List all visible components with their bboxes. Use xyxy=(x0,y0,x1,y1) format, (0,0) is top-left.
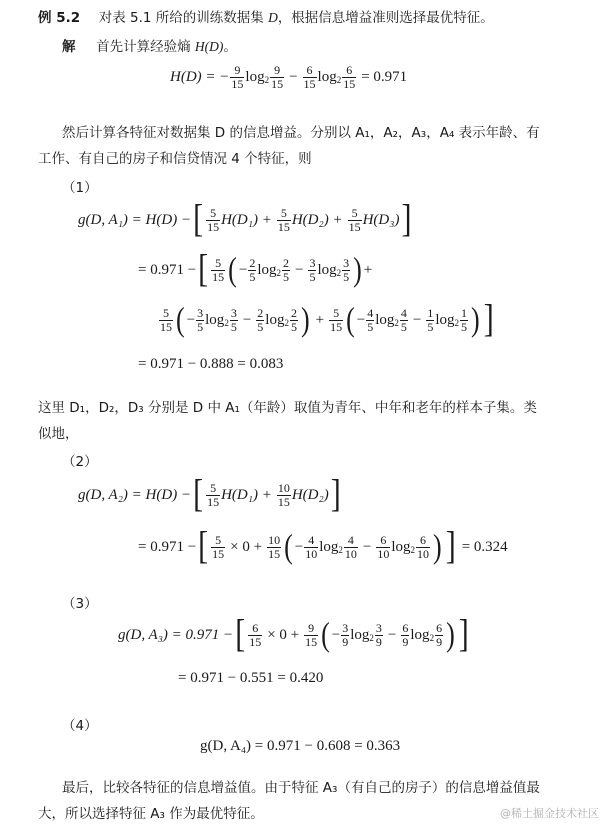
bracket-open-3: [ xyxy=(193,472,204,516)
frac-10-15-b: $\frac{10}{15}$ xyxy=(268,532,281,561)
solution-label: 解 xyxy=(62,39,76,55)
bracket-open-5: [ xyxy=(235,612,246,656)
frac-1-5: $\frac{1}{5}$ xyxy=(427,305,434,334)
frac-4-10-b: $\frac{4}{10}$ xyxy=(344,532,357,561)
eq1-line3: $\frac{5}{15}$ ( − $\frac{3}{5}$ $\log_2$ $\frac{3}{5}$ − $\frac{2}{5}$ $\log_2$ $\frac{2}{5}$ ) + $\frac{5}{15}$ ( − $\frac{4}{5}$ $\log_2$ $\frac{4}{5}$ − $\frac{1}{5}$ $\log_2$ $\frac{1}{5}$ ) ] xyxy=(160,297,494,341)
log-2: log xyxy=(317,69,337,85)
section-3-label: （3） xyxy=(62,596,98,612)
paren-close-3: ) xyxy=(471,300,480,339)
paren-open-5: ( xyxy=(321,615,330,654)
example-text-a: 对表 5.1 所给的训练数据集 xyxy=(98,10,269,26)
frac-2-5-d: $\frac{2}{5}$ xyxy=(290,305,297,334)
solution-line xyxy=(62,35,237,55)
eq1-lhs: g(D, A₁) = H(D) − xyxy=(78,211,192,228)
frac-5-15-b: $\frac{5}{15}$ xyxy=(277,205,290,234)
eq3-line1: g(D, A₃) = 0.971 − [ $\frac{6}{15}$ × 0 + $\frac{9}{15}$ ( − $\frac{3}{9}$ $\log_2$ $\frac{3}{9}$ − $\frac{6}{9}$ $\log_2$ $\frac{6}{9}$ ) ] xyxy=(118,612,469,656)
example-header xyxy=(38,6,494,26)
solution-HD: H(D) xyxy=(194,39,224,54)
bracket-close-2: ] xyxy=(483,297,494,341)
para2-line2: 似地， xyxy=(38,426,79,442)
frac-9-15: $\frac{9}{15}$ xyxy=(231,63,244,91)
paren-open-4: ( xyxy=(284,527,293,566)
paren-open: ( xyxy=(228,250,237,289)
entropy-equation: H(D) = − $\frac{9}{15}$ $\log_2$ $\frac{9}{15}$ − $\frac{6}{15}$ $\log_2$ $\frac{6}{15}$ = 0.971 xyxy=(170,63,408,91)
frac-4-5-b: $\frac{4}{5}$ xyxy=(400,305,407,334)
frac-5-15-e: $\frac{5}{15}$ xyxy=(160,305,172,334)
eq1-line2-lhs: = 0.971 − xyxy=(138,261,197,278)
bracket-open-4: [ xyxy=(198,524,209,568)
example-label: 例 5.2 xyxy=(38,10,81,26)
example-D: D xyxy=(268,10,278,25)
conclusion-line2: 大，所以选择特征 A₃ 作为最优特征。 xyxy=(38,806,264,822)
section-2-label: （2） xyxy=(62,454,98,470)
solution-text: 首先计算经验熵 xyxy=(96,39,195,55)
frac-6-10: $\frac{6}{10}$ xyxy=(377,532,390,561)
bracket-open: [ xyxy=(193,197,204,241)
frac-6-15: $\frac{6}{15}$ xyxy=(303,63,316,91)
frac-3-5-d: $\frac{3}{5}$ xyxy=(230,305,237,334)
entropy-lhs: H(D) = − xyxy=(170,69,230,85)
frac-5-15-d: $\frac{5}{15}$ xyxy=(212,255,225,284)
frac-3-5: $\frac{3}{5}$ xyxy=(309,255,316,284)
conclusion-line1: 最后，比较各特征的信息增益值。由于特征 A₃（有自己的房子）的信息增益值最 xyxy=(62,780,540,796)
watermark: @稀土掘金技术社区 xyxy=(500,807,599,820)
paren-close-2: ) xyxy=(300,300,310,339)
para1-line2: 工作、有自己的房子和信贷情况 4 个特征，则 xyxy=(38,151,312,167)
eq1-hd2: H(D₂) + xyxy=(291,211,343,228)
section-4-label: （4） xyxy=(62,718,98,734)
log-1: log xyxy=(245,69,265,85)
frac-6-9-b: $\frac{6}{9}$ xyxy=(436,620,443,649)
frac-6-15-c: $\frac{6}{15}$ xyxy=(249,620,262,649)
eq2-result: = 0.324 xyxy=(461,538,508,555)
frac-10-15: $\frac{10}{15}$ xyxy=(277,480,290,509)
bracket-close-5: ] xyxy=(458,612,469,656)
frac-4-5: $\frac{4}{5}$ xyxy=(367,305,374,334)
paren-open-2: ( xyxy=(176,300,185,339)
paren-close-5: ) xyxy=(446,615,455,654)
entropy-result: = 0.971 xyxy=(361,69,408,85)
eq2-lhs: g(D, A₂) = H(D) − xyxy=(78,486,192,503)
frac-5-15-c: $\frac{5}{15}$ xyxy=(348,205,361,234)
frac-6-15-b: $\frac{6}{15}$ xyxy=(343,63,356,91)
frac-6-9: $\frac{6}{9}$ xyxy=(402,620,409,649)
eq1-line2: = 0.971 − [ $\frac{5}{15}$ ( − $\frac{2}{5}$ $\log_2$ $\frac{2}{5}$ − $\frac{3}{5}$ $\log_2$ $\frac{3}{5}$ ) + xyxy=(138,247,373,291)
frac-3-5-c: $\frac{3}{5}$ xyxy=(197,305,204,334)
eq1-hd3: H(D₃) xyxy=(362,211,400,228)
frac-3-5-b: $\frac{3}{5}$ xyxy=(343,255,350,284)
bracket-open-2: [ xyxy=(198,247,209,291)
bracket-close-4: ] xyxy=(445,524,456,568)
paren-close: ) xyxy=(353,250,362,289)
eq3-lhs: g(D, A₃) = 0.971 − xyxy=(118,626,234,643)
frac-9-15-b: $\frac{9}{15}$ xyxy=(271,63,284,91)
eq1-hd1: H(D₁) + xyxy=(221,211,272,228)
paren-close-4: ) xyxy=(433,527,442,566)
paren-open-3: ( xyxy=(346,300,355,339)
bracket-close-3: ] xyxy=(330,472,341,516)
example-text-b: ，根据信息增益准则选择最优特征。 xyxy=(277,10,494,26)
eq1-plus: + xyxy=(363,261,373,278)
eq2-hd1: H(D₁) + xyxy=(221,486,272,503)
frac-3-9-b: $\frac{3}{9}$ xyxy=(375,620,382,649)
eq2-hd2: H(D₂) xyxy=(291,486,329,503)
eq2-line2-lhs: = 0.971 − xyxy=(138,538,197,555)
frac-5-15-f: $\frac{5}{15}$ xyxy=(330,305,343,334)
frac-5-15-h: $\frac{5}{15}$ xyxy=(212,532,225,561)
frac-1-5-b: $\frac{1}{5}$ xyxy=(461,305,468,334)
frac-3-9: $\frac{3}{9}$ xyxy=(342,620,349,649)
eq1-line4: = 0.971 − 0.888 = 0.083 xyxy=(138,356,284,372)
frac-2-5-b: $\frac{2}{5}$ xyxy=(282,255,289,284)
eq3-line2: = 0.971 − 0.551 = 0.420 xyxy=(178,670,324,686)
section-1-label: （1） xyxy=(62,180,98,196)
frac-5-15-g: $\frac{5}{15}$ xyxy=(207,480,220,509)
para2-line1: 这里 D₁，D₂，D₃ 分别是 D 中 A₁（年龄）取值为青年、中年和老年的样本子集。类 xyxy=(38,400,537,416)
para1-line1: 然后计算各特征对数据集 D 的信息增益。分别以 A₁，A₂，A₃，A₄ 表示年龄、有 xyxy=(62,125,540,141)
eq2-line1 xyxy=(78,472,343,516)
frac-5-15-a: $\frac{5}{15}$ xyxy=(207,205,220,234)
frac-4-10: $\frac{4}{10}$ xyxy=(305,532,318,561)
frac-9-15-c: $\frac{9}{15}$ xyxy=(305,620,318,649)
solution-end: 。 xyxy=(223,39,237,55)
entropy-minus: − xyxy=(289,69,298,85)
eq3-times0: × 0 + xyxy=(267,626,300,643)
frac-2-5-c: $\frac{2}{5}$ xyxy=(257,305,264,334)
frac-2-5: $\frac{2}{5}$ xyxy=(249,255,256,284)
eq4-line: g(D, A₄) = 0.971 − 0.608 = 0.363 xyxy=(200,738,401,754)
eq2-times0: × 0 + xyxy=(230,538,263,555)
frac-6-10-b: $\frac{6}{10}$ xyxy=(417,532,430,561)
bracket-close: ] xyxy=(401,197,412,241)
eq2-line2: = 0.971 − [ $\frac{5}{15}$ × 0 + $\frac{10}{15}$ ( − $\frac{4}{10}$ $\log_2$ $\frac{4}{10}$ − $\frac{6}{10}$ $\log_2$ $\frac{6}{10}$ ) ] = 0.324 xyxy=(138,524,508,568)
eq1-line1 xyxy=(78,197,413,241)
